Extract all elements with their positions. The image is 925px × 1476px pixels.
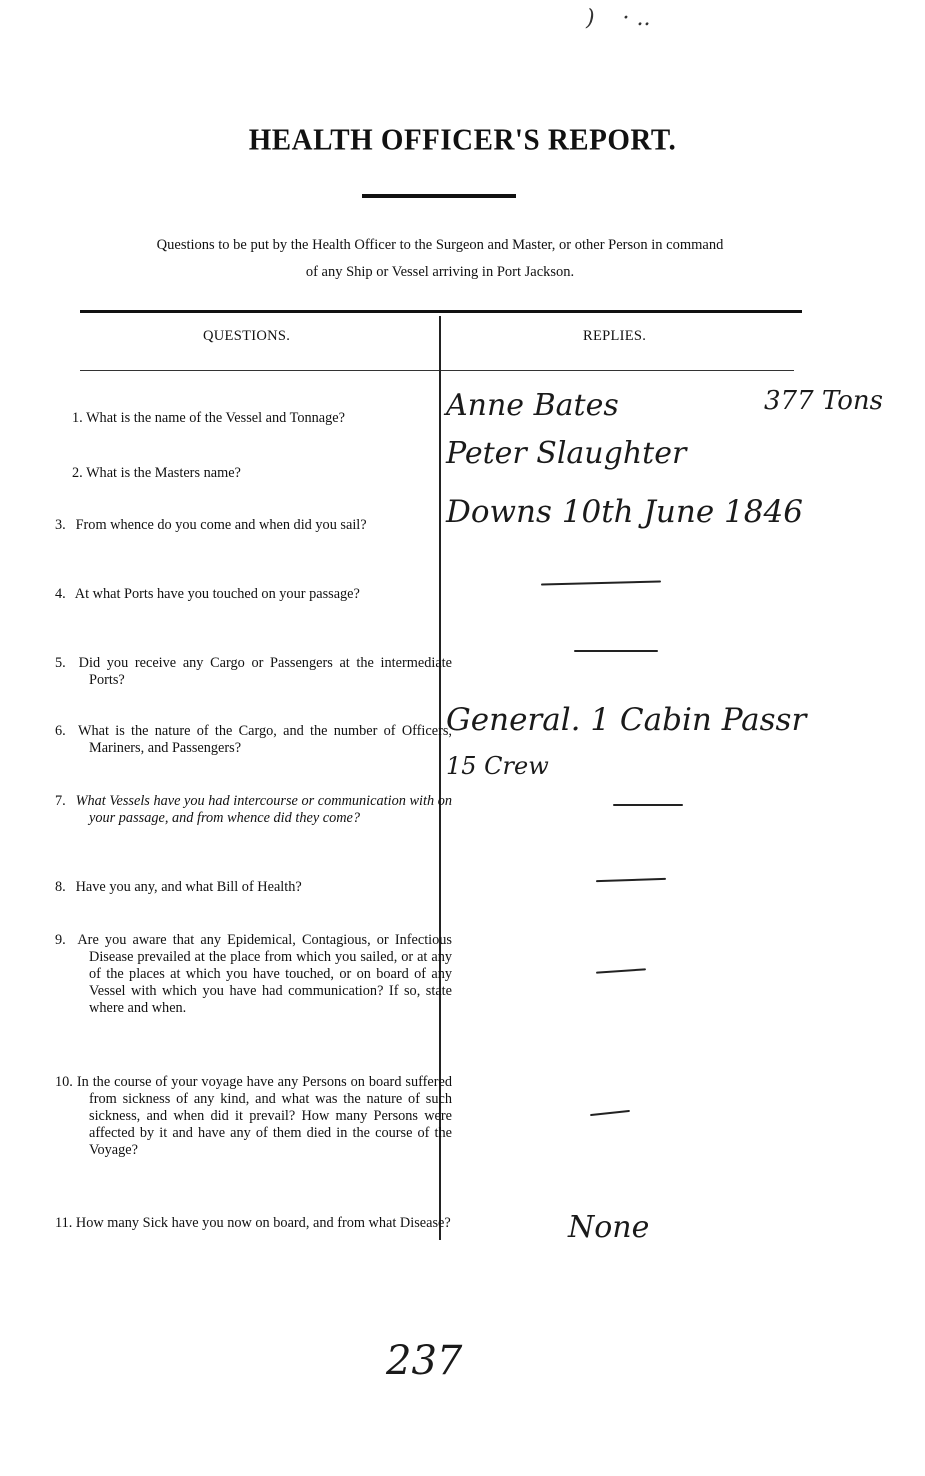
questions-header: QUESTIONS.	[203, 328, 291, 344]
question-7: 7. What Vessels have you had intercourse or communication with on your passage, and from whence did they come?	[55, 793, 452, 826]
reply-4-dash	[541, 580, 661, 585]
question-10: 10. In the course of your voyage have any Persons on board suffered from sickness of any kind, and what was the nature of such sickness, and when did it prevail? How many Persons were affected by it and have any of them died in the course of the Voyage?	[55, 1074, 452, 1158]
question-2: 2. What is the Masters name?	[72, 465, 241, 481]
subtitle-line-2: of any Ship or Vessel arriving in Port Jackson.	[305, 264, 575, 280]
reply-10-dash	[590, 1110, 630, 1116]
question-3: 3. From whence do you come and when did you sail?	[55, 517, 367, 533]
subtitle-line-1: Questions to be put by the Health Officer to the Surgeon and Master, or other Person in command	[156, 237, 724, 253]
question-6: 6. What is the nature of the Cargo, and the number of Officers, Mariners, and Passengers?	[55, 723, 452, 756]
reply-1-vessel: Anne Bates	[446, 388, 619, 423]
question-9: 9. Are you aware that any Epidemical, Contagious, or Infectious Disease prevailed at the place from which you sailed, or at any of the places at which you have touched, or on board of any Vessel with which you have had communication? If so, state where and when.	[55, 932, 452, 1016]
reply-9-dash	[596, 968, 646, 973]
title-rule	[362, 194, 516, 198]
question-11: 11. How many Sick have you now on board, and from what Disease?	[55, 1215, 451, 1231]
reply-3-origin: Downs 10th June 1846	[446, 494, 803, 530]
reply-8-dash	[596, 878, 666, 882]
reply-5-dash	[574, 650, 658, 652]
reply-7-dash	[613, 804, 683, 806]
subtitle	[60, 232, 820, 286]
table-top-rule	[80, 310, 802, 313]
question-4: 4. At what Ports have you touched on your passage?	[55, 586, 360, 602]
margin-mark: ) · ..	[586, 6, 651, 31]
question-8: 8. Have you any, and what Bill of Health?	[55, 879, 302, 895]
reply-2-master: Peter Slaughter	[446, 436, 687, 471]
page-number: 237	[386, 1338, 463, 1384]
reply-11-sick: None	[568, 1210, 650, 1245]
header-rule	[80, 370, 794, 371]
reply-1-tonnage: 377 Tons	[764, 386, 883, 416]
replies-header: REPLIES.	[583, 328, 647, 344]
question-5: 5. Did you receive any Cargo or Passengers at the intermediate Ports?	[55, 655, 453, 688]
page-title: HEALTH OFFICER'S REPORT.	[248, 123, 677, 157]
reply-6-cargo: General. 1 Cabin Passr	[446, 702, 807, 738]
question-1: 1. What is the name of the Vessel and Tonnage?	[72, 410, 345, 426]
reply-6-crew: 15 Crew	[446, 752, 549, 780]
